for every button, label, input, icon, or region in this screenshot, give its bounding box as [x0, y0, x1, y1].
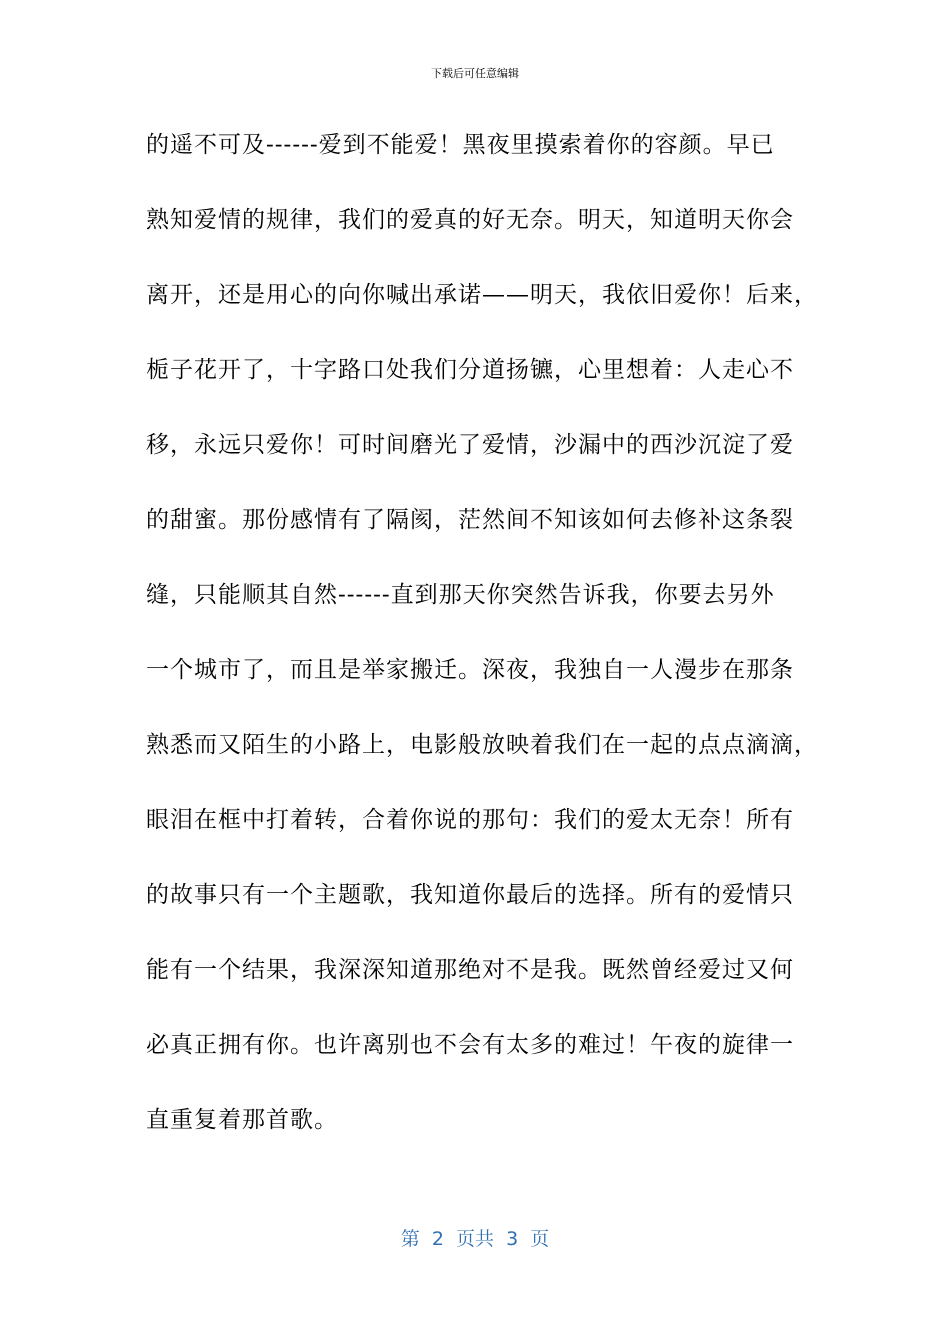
- body-line: 熟悉而又陌生的小路上，电影般放映着我们在一起的点点滴滴，: [146, 732, 818, 758]
- body-line: 的甜蜜。那份感情有了隔阂，茫然间不知该如何去修补这条裂: [146, 507, 794, 533]
- body-line: 栀子花开了，十字路口处我们分道扬镳，心里想着：人走心不: [146, 357, 794, 383]
- page-number-footer: 第 2 页共 3 页: [400, 1228, 550, 1250]
- body-line: 离开，还是用心的向你喊出承诺——明天，我依旧爱你！后来，: [146, 282, 818, 308]
- body-line: 缝，只能顺其自然------直到那天你突然告诉我，你要去另外: [146, 582, 775, 608]
- body-line: 熟知爱情的规律，我们的爱真的好无奈。明天，知道明天你会: [146, 207, 794, 233]
- page-header: 下载后可任意编辑: [431, 67, 519, 80]
- document-body: [146, 118, 818, 1168]
- body-line: 移，永远只爱你！可时间磨光了爱情，沙漏中的西沙沉淀了爱: [146, 432, 794, 458]
- body-line: 必真正拥有你。也许离别也不会有太多的难过！午夜的旋律一: [146, 1032, 794, 1058]
- body-line: 的故事只有一个主题歌，我知道你最后的选择。所有的爱情只: [146, 882, 794, 908]
- body-line: 的遥不可及------爱到不能爱！黑夜里摸索着你的容颜。早已: [146, 132, 775, 158]
- body-line: 眼泪在框中打着转，合着你说的那句：我们的爱太无奈！所有: [146, 807, 794, 833]
- body-line: 能有一个结果，我深深知道那绝对不是我。既然曾经爱过又何: [146, 957, 794, 983]
- body-line: 一个城市了，而且是举家搬迁。深夜，我独自一人漫步在那条: [146, 657, 794, 683]
- body-line: 直重复着那首歌。: [146, 1107, 338, 1133]
